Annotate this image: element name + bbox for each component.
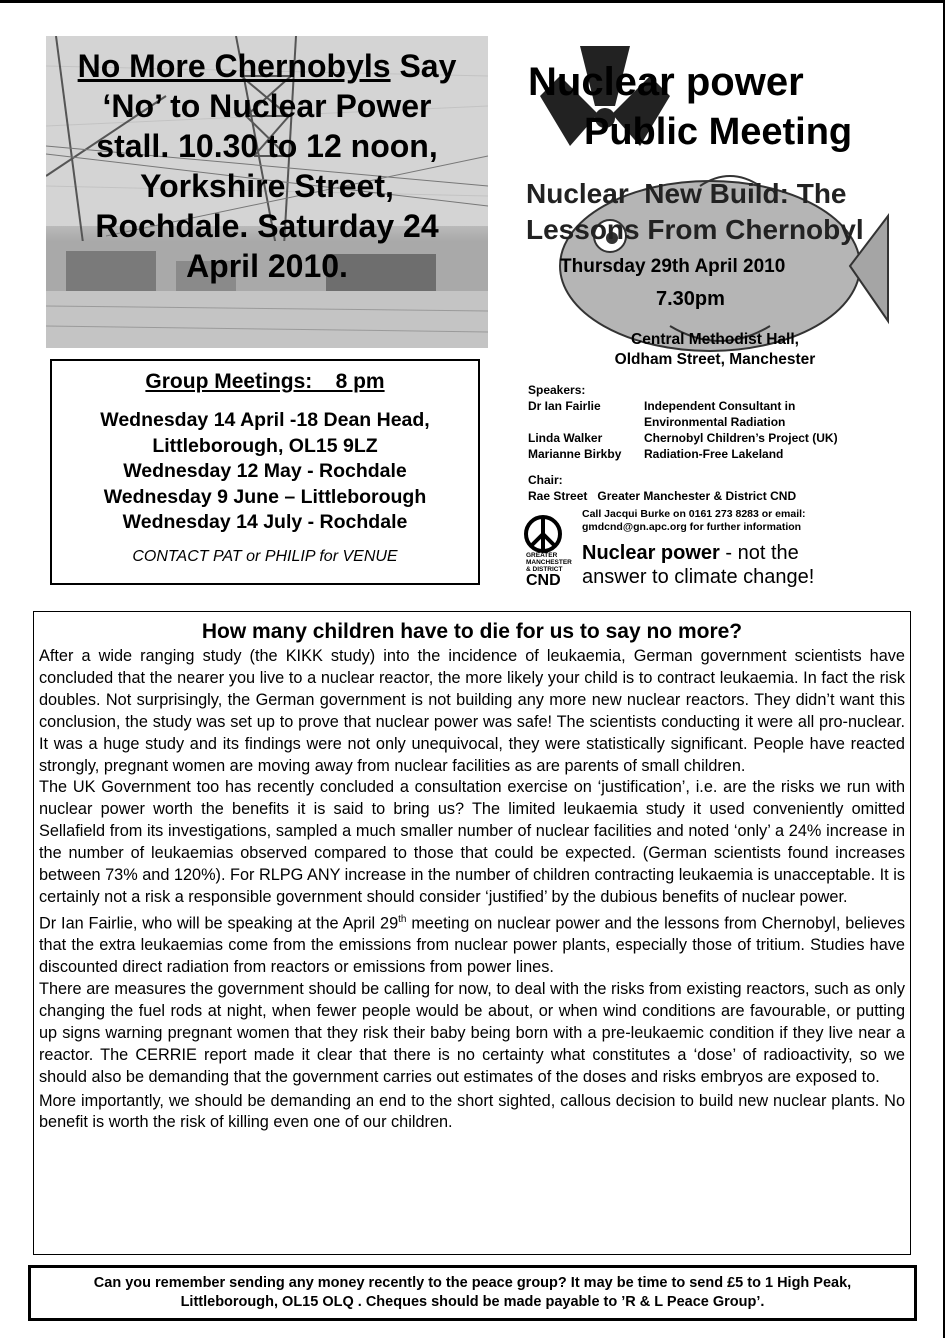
speaker-role: Environmental Radiation [644, 415, 786, 429]
article-paragraph: There are measures the government should be calling for now, to deal with the risks from existing reactors, such as only changing the fuel rods at night, when fewer people would be about, or when wind conditions are favourable, or putting up signs warning pregnant women that they risk their baby being born with a pre-leukaemic condition if they live near a reactor. The CERRIE report made it clear that there is no certainty what constitutes a ‘dose’ of radioactivity, so we should also be demanding that the government carries out estimates of the doses and risks embryos are exposed to. [39, 980, 905, 1086]
speaker-row [528, 398, 795, 414]
speaker-name: Linda Walker [528, 431, 603, 445]
stall-notice [46, 36, 488, 348]
poster-subtitle [526, 176, 864, 248]
stall-headline: No More Chernobyls [77, 48, 391, 84]
speaker-role: Chernobyl Children’s Project (UK) [644, 431, 838, 445]
meeting-list [52, 408, 478, 536]
poster-venue [570, 330, 860, 370]
stall-line-6: April 2010. [186, 248, 348, 284]
poster-subtitle-line-2: Lessons From Chernobyl [526, 214, 864, 245]
speaker-row [528, 430, 838, 446]
cnd-wordmark: CND [526, 572, 561, 589]
contact-email-line: gmdcnd@gn.apc.org for further information [582, 521, 802, 533]
stall-say: Say [390, 48, 457, 84]
stall-announcement [46, 46, 488, 286]
article-paragraph [39, 909, 905, 979]
article-paragraph: The UK Government too has recently concluded a consultation exercise on ‘justification’, i.e. are the risks we run with nuclear power worth the benefits it is said to bring us? The limited leukaemia study it used conveniently omitted Sellafield from its investigations, sampled a much smaller number of nuclear facilities and noted ‘only’ a 24% increase in the number of leukaemias observed compared to those that could be expected. (German scientists found increases between 73% and 120%). For RLPG ANY increase in the number of children contracting leukaemia is unacceptable. It is certainly not a risk a responsible government should consider ‘justified’ by the dubious benefits of nuclear power. [39, 778, 905, 906]
donation-footer [28, 1265, 917, 1321]
article-box [33, 611, 911, 1255]
contact-note: CONTACT PAT or PHILIP for VENUE [132, 547, 398, 565]
poster-date: Thursday 29th April 2010 [560, 256, 786, 277]
article-paragraph: After a wide ranging study (the KIKK study) into the incidence of leukaemia, German government scientists have concluded that the nearer you live to a nuclear reactor, the more likely your child is to contract leukaemia. In fact the risk doubles. Not surprisingly, the German government is not building any more new nuclear reactors. They didn’t want this conclusion, the study was set up to prove that nuclear power was safe! The scientists conducting it were all pro-nuclear. It was a huge study and its findings were not only unequivocal, they were statistically significant. People have reacted strongly, pregnant women are moving away from nuclear facilities as are parents of small children. [39, 647, 905, 775]
cnd-region-text: GREATER MANCHESTER & DISTRICT [526, 552, 572, 573]
stall-line-3: stall. 10.30 to 12 noon, [96, 128, 438, 164]
contact-line-1: Call Jacqui Burke on 0161 273 8283 or email: [582, 508, 806, 520]
stall-line-4: Yorkshire Street, [140, 168, 394, 204]
chair-name: Rae Street [528, 489, 588, 503]
chair-heading: Chair: [528, 473, 563, 487]
poster-title-line-1: Nuclear power [528, 60, 804, 104]
speakers-heading: Speakers: [528, 383, 586, 397]
footer-line-1: Can you remember sending any money recently to the peace group? It may be time to send £5 to 1 High Peak, [93, 1275, 852, 1291]
cnd-logo [526, 512, 572, 592]
paragraph-text: Dr Ian Fairlie, who will be speaking at the April 29 [39, 914, 399, 933]
speaker-row [528, 446, 783, 462]
poster-venue-line-2: Oldham Street, Manchester [614, 351, 816, 368]
chair-org: Greater Manchester & District CND [597, 489, 797, 503]
poster-subtitle-line-1: Nuclear New Build: The [526, 178, 847, 209]
footer-line-2: Littleborough, OL15 OLQ . Cheques should be made payable to ’R & L Peace Group’. [180, 1294, 765, 1310]
poster-venue-line-1: Central Methodist Hall, [631, 331, 799, 348]
meeting-item: Wednesday 9 June – Littleborough [103, 485, 427, 508]
public-meeting-poster [520, 36, 890, 596]
poster-title-line-2: Public Meeting [584, 111, 853, 153]
speaker-name: Marianne Birkby [528, 447, 622, 461]
stall-line-5: Rochdale. Saturday 24 [95, 208, 439, 244]
meeting-item: Wednesday 14 July - Rochdale [122, 511, 408, 533]
contact-info [582, 508, 806, 534]
article-heading: How many children have to die for us to say no more? [201, 620, 743, 643]
meeting-item: Littleborough, OL15 9LZ [152, 434, 378, 457]
speaker-role: Independent Consultant in [644, 399, 796, 413]
paragraph-text: meeting on nuclear power and the lessons from Chernobyl, believes that the extra leukaemias come from the emissions from nuclear power plants, especially those of tritium. Studies have discounted direct radiation from reactors or emissions from power lines. [39, 914, 906, 977]
meeting-item: Wednesday 12 May - Rochdale [123, 460, 407, 482]
tagline-rest: - not the [719, 542, 799, 564]
tagline-bold: Nuclear power [582, 542, 720, 564]
tagline-line-2: answer to climate change! [582, 566, 815, 588]
stall-line-1 [46, 46, 488, 86]
speaker-name: Dr Ian Fairlie [528, 399, 601, 413]
article-paragraph: More importantly, we should be demanding an end to the short sighted, callous decision to build new nuclear plants. No benefit is worth the risk of killing even one of our children. [39, 1091, 905, 1132]
group-meetings-title: Group Meetings: 8 pm [145, 370, 385, 393]
tagline-line-1 [582, 542, 799, 565]
speaker-role: Radiation-Free Lakeland [644, 447, 784, 461]
speaker-row [528, 414, 785, 430]
stall-line-2: ‘No’ to Nuclear Power [102, 88, 432, 124]
group-meetings-box [50, 359, 480, 585]
meeting-item: Wednesday 14 April -18 Dean Head, [100, 409, 430, 431]
chair-row [528, 488, 796, 504]
poster-time: 7.30pm [656, 288, 725, 310]
ordinal-suffix: th [398, 913, 407, 925]
